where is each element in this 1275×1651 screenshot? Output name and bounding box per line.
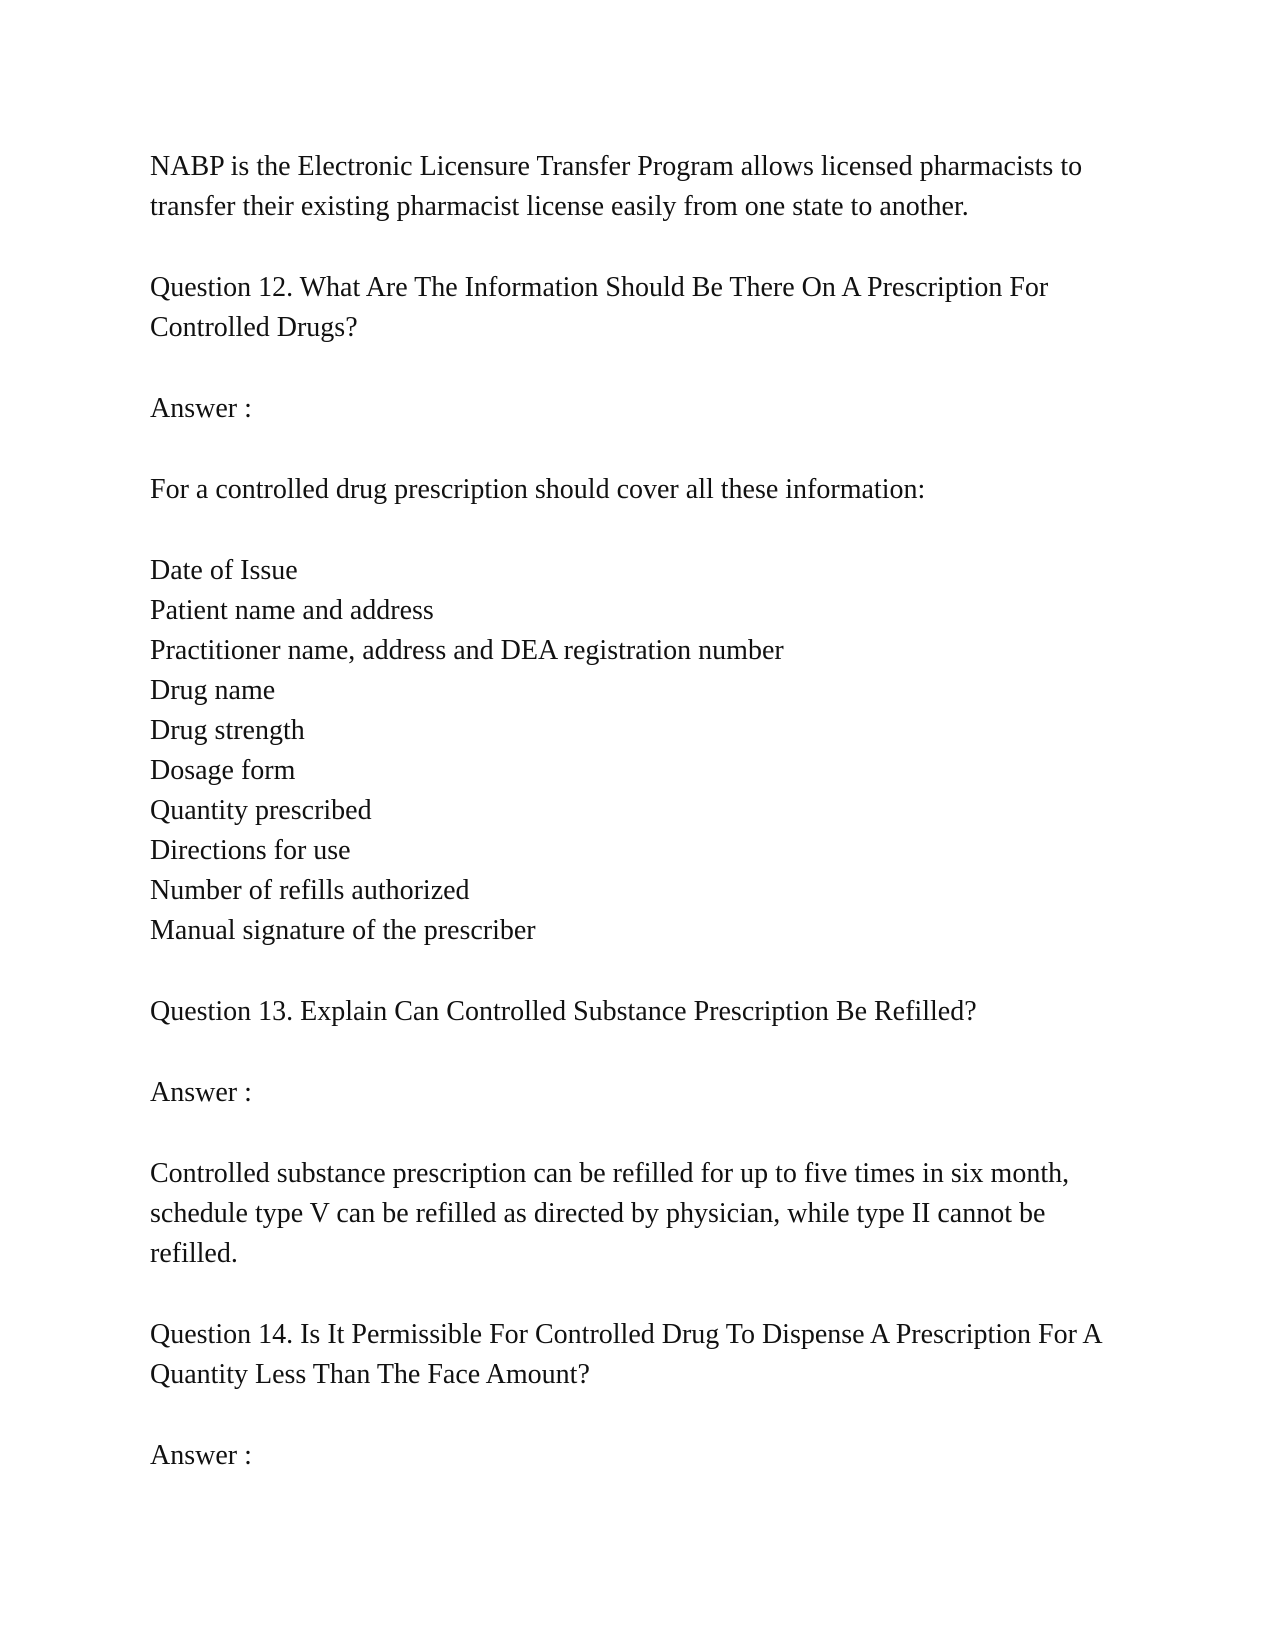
- list-item: Practitioner name, address and DEA registration number: [150, 635, 784, 666]
- list-item: Drug strength: [150, 715, 305, 746]
- question-12-answer-intro: For a controlled drug prescription should cover all these information:: [150, 474, 926, 505]
- question-13-heading: Question 13. Explain Can Controlled Substance Prescription Be Refilled?: [150, 996, 977, 1027]
- list-item: Quantity prescribed: [150, 795, 372, 826]
- list-item: Dosage form: [150, 755, 296, 786]
- list-item: Manual signature of the prescriber: [150, 915, 536, 946]
- list-item: Date of Issue: [150, 555, 298, 586]
- list-item: Directions for use: [150, 835, 351, 866]
- question-12-info-list: [150, 551, 1140, 951]
- list-item: Patient name and address: [150, 595, 434, 626]
- intro-paragraph: NABP is the Electronic Licensure Transfer Program allows licensed pharmacists to transfer their existing pharmacist license easily from one state to another.: [150, 151, 1083, 222]
- question-13-answer-label: Answer :: [150, 1077, 252, 1108]
- document-body: [150, 147, 1140, 1517]
- question-14-heading: Question 14. Is It Permissible For Controlled Drug To Dispense A Prescription For A Quantity Less Than The Face Amount?: [150, 1319, 1102, 1390]
- list-item: Number of refills authorized: [150, 875, 470, 906]
- question-13-answer: Controlled substance prescription can be refilled for up to five times in six month, schedule type V can be refilled as directed by physician, while type II cannot be refilled.: [150, 1158, 1070, 1269]
- question-14-answer-label: Answer :: [150, 1440, 252, 1471]
- list-item: Drug name: [150, 675, 276, 706]
- question-12-answer-label: Answer :: [150, 393, 252, 424]
- question-12-heading: Question 12. What Are The Information Should Be There On A Prescription For Controlled Drugs?: [150, 272, 1049, 343]
